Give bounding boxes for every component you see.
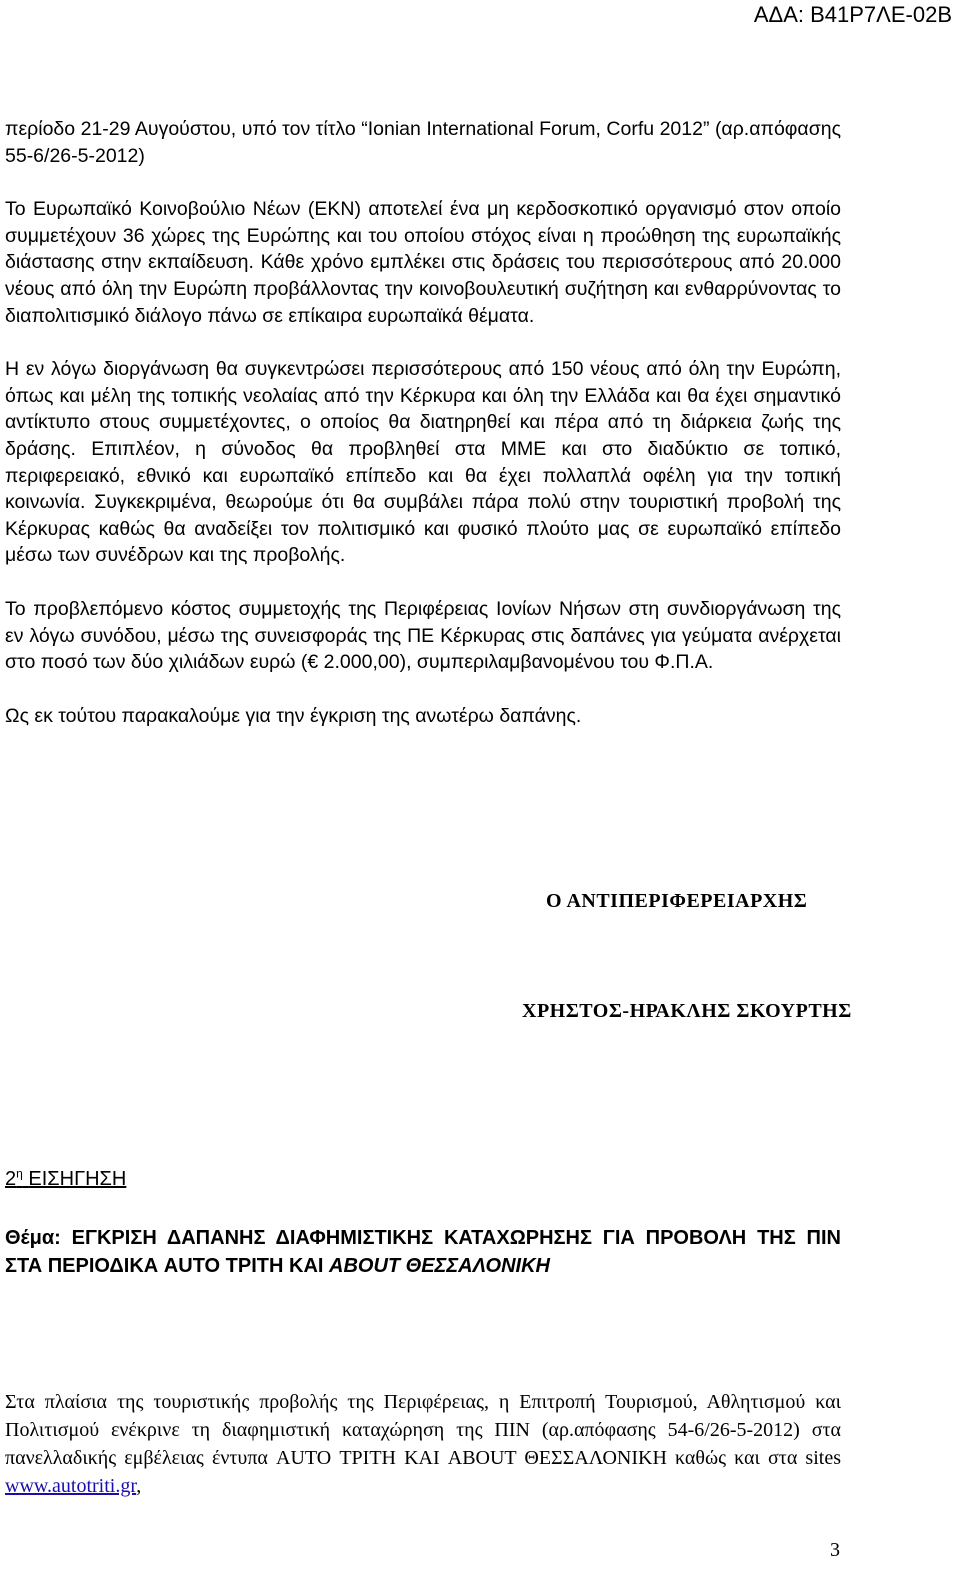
subject-line bbox=[5, 1224, 841, 1280]
paragraph-event: Η εν λόγω διοργάνωση θα συγκεντρώσει περισσότερους από 150 νέους από όλη την Ευρώπη, όπως και μέλη της τοπικής νεολαίας από την Κέρκυρα και όλη την Ελλάδα και θα έχει σημαντικό αντίκτυπο στους συμμετέχοντες, ο οποίος θα διατηρηθεί και πέρα από τη διάρκεια ζωής της δράσης. Επιπλέον, η σύνοδος θα προβληθεί στα ΜΜΕ και στο διαδύκτιο σε τοπικό, περιφερειακό, εθνικό και ευρωπαϊκό επίπεδο και θα έχει πολλαπλά οφέλη για την τοπική κοινωνία. Συγκεκριμένα, θεωρούμε ότι θα συμβάλει πάρα πολύ στην τουριστική προβολή της Κέρκυρας καθώς θα αναδείξει τον πολιτισμικό και φυσικό πλούτο μας σε ευρωπαϊκό επίπεδο μέσω των συνέδρων και της προβολής. bbox=[5, 358, 841, 567]
paragraph-intro: περίοδο 21-29 Αυγούστου, υπό τον τίτλο “Ionian International Forum, Corfu 2012” (αρ.απόφασης 55-6/26-5-2012) bbox=[5, 118, 841, 167]
subject-text: ΕΓΚΡΙΣΗ ΔΑΠΑΝΗΣ ΔΙΑΦΗΜΙΣΤΙΚΗΣ ΚΑΤΑΧΩΡΗΣΗΣ ΓΙΑ ΠΡΟΒΟΛΗ ΤΗΣ ΠΙΝ ΣΤΑ ΠΕΡΙΟΔΙΚΑ AUTO ΤΡΙΤΗ ΚΑΙ bbox=[5, 1227, 842, 1277]
body-text: Στα πλαίσια της τουριστικής προβολής της Περιφέρειας, η Επιτροπή Τουρισμού, Αθλητισμού και Πολιτισμού ενέκρινε τη διαφημιστική καταχώρηση της ΠΙΝ (αρ.απόφασης 54-6/26-5-2012) στα πανελλαδικής εμβέλειας έντυπα AUTO ΤΡΙΤΗ ΚΑΙ ABOUT ΘΕΣΣΑΛΟΝΙΚΗ καθώς και στα sites bbox=[5, 1391, 841, 1469]
paragraph-cost: Το προβλεπόμενο κόστος συμμετοχής της Περιφέρειας Ιονίων Νήσων στη συνδιοργάνωση της εν λόγω συνόδου, μέσω της συνεισφοράς της ΠΕ Κέρκυρας στις δαπάνες για γεύματα ανέρχεται στο ποσό των δύο χιλιάδων ευρώ (€ 2.000,00), συμπεριλαμβανομένου του Φ.Π.Α. bbox=[5, 597, 841, 674]
proposal-superscript: η bbox=[16, 1166, 23, 1181]
subject-italic: ABOUT ΘΕΣΣΑΛΟΝΙΚΗ bbox=[329, 1255, 550, 1277]
proposal-label: ΕΙΣΗΓΗΣΗ bbox=[28, 1168, 127, 1190]
signature-role: Ο ΑΝΤΙΠΕΡΙΦΕΡΕΙΑΡΧΗΣ bbox=[546, 890, 808, 912]
page-number: 3 bbox=[830, 1539, 840, 1561]
signature-name: ΧΡΗΣΤΟΣ-ΗΡΑΚΛΗΣ ΣΚΟΥΡΤΗΣ bbox=[522, 1000, 852, 1022]
paragraph-request: Ως εκ τούτου παρακαλούμε για την έγκριση της ανωτέρω δαπάνης. bbox=[5, 704, 582, 727]
ada-code: ΑΔΑ: Β41Ρ7ΛΕ-02Β bbox=[753, 2, 952, 27]
second-proposal-heading bbox=[5, 1168, 126, 1191]
autotriti-link[interactable]: www.autotriti.gr bbox=[5, 1475, 137, 1497]
second-proposal-body bbox=[5, 1388, 841, 1500]
body-trailing: , bbox=[136, 1475, 142, 1497]
paragraph-ekn: Το Ευρωπαϊκό Κοινοβούλιο Νέων (ΕΚΝ) αποτελεί ένα μη κερδοσκοπικό οργανισμό στον οποίο συμμετέχουν 36 χώρες της Ευρώπης και του οποίου στόχος είναι η προώθηση της ευρωπαϊκής διάστασης στην εκπαίδευση. Κάθε χρόνο εμπλέκει στις δράσεις του περισσότερους από 20.000 νέους από όλη την Ευρώπη προβάλλοντας την κοινοβουλευτική συζήτηση και ενθαρρύνοντας το διαπολιτισμικό διάλογο πάνω σε επίκαιρα ευρωπαϊκά θέματα. bbox=[5, 198, 841, 327]
proposal-number: 2 bbox=[5, 1168, 17, 1190]
subject-label: Θέμα: bbox=[5, 1227, 61, 1249]
document-body bbox=[5, 116, 841, 729]
